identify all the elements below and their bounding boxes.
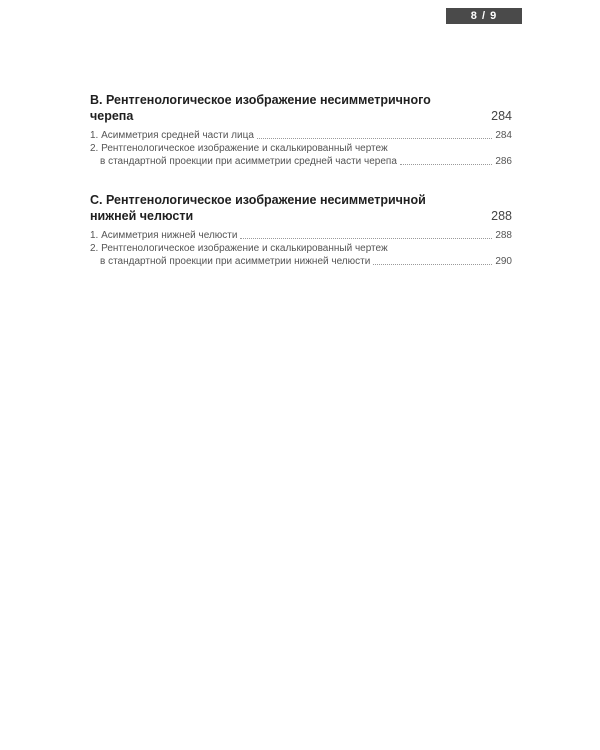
toc-entry-line <box>90 155 512 168</box>
dot-leader <box>400 163 492 165</box>
toc-entry <box>90 142 512 168</box>
toc-entry-line <box>90 255 512 268</box>
toc-entry-text: 1. Асимметрия средней части лица <box>90 130 254 141</box>
toc-entry <box>90 242 512 268</box>
toc-entry-line <box>90 142 512 155</box>
toc-entry-text: 2. Рентгенологическое изображение и скалькированный чертеж <box>90 143 388 154</box>
toc-entry <box>90 129 512 142</box>
page-number-badge: 8 / 9 <box>446 8 522 24</box>
toc-entry-text-continued: в стандартной проекции при асимметрии нижней челюсти <box>100 256 371 267</box>
section-heading <box>90 92 512 124</box>
toc-section-b <box>90 92 512 168</box>
toc-entry-text: 2. Рентгенологическое изображение и скалькированный чертеж <box>90 243 388 254</box>
section-heading <box>90 192 512 224</box>
section-title: C. Рентгенологическое изображение несимметричной нижней челюсти <box>90 193 426 223</box>
toc-entry-page-number: 290 <box>495 256 512 267</box>
dot-leader <box>257 137 492 139</box>
toc-entry-line <box>90 129 512 142</box>
toc-entry-page-number: 286 <box>495 156 512 167</box>
toc-entry-text: 1. Асимметрия нижней челюсти <box>90 230 238 241</box>
toc-entry <box>90 229 512 242</box>
section-title: B. Рентгенологическое изображение несимметричного черепа <box>90 93 431 123</box>
toc-entry-page-number: 284 <box>495 130 512 141</box>
toc-section-c <box>90 192 512 268</box>
toc-entry-text-continued: в стандартной проекции при асимметрии средней части черепа <box>100 156 397 167</box>
section-page-number: 288 <box>491 209 512 223</box>
toc-entry-page-number: 288 <box>495 230 512 241</box>
table-of-contents <box>90 92 512 292</box>
toc-entry-line <box>90 229 512 242</box>
toc-entry-line <box>90 242 512 255</box>
section-page-number: 284 <box>491 109 512 123</box>
dot-leader <box>373 263 492 265</box>
dot-leader <box>240 237 492 239</box>
